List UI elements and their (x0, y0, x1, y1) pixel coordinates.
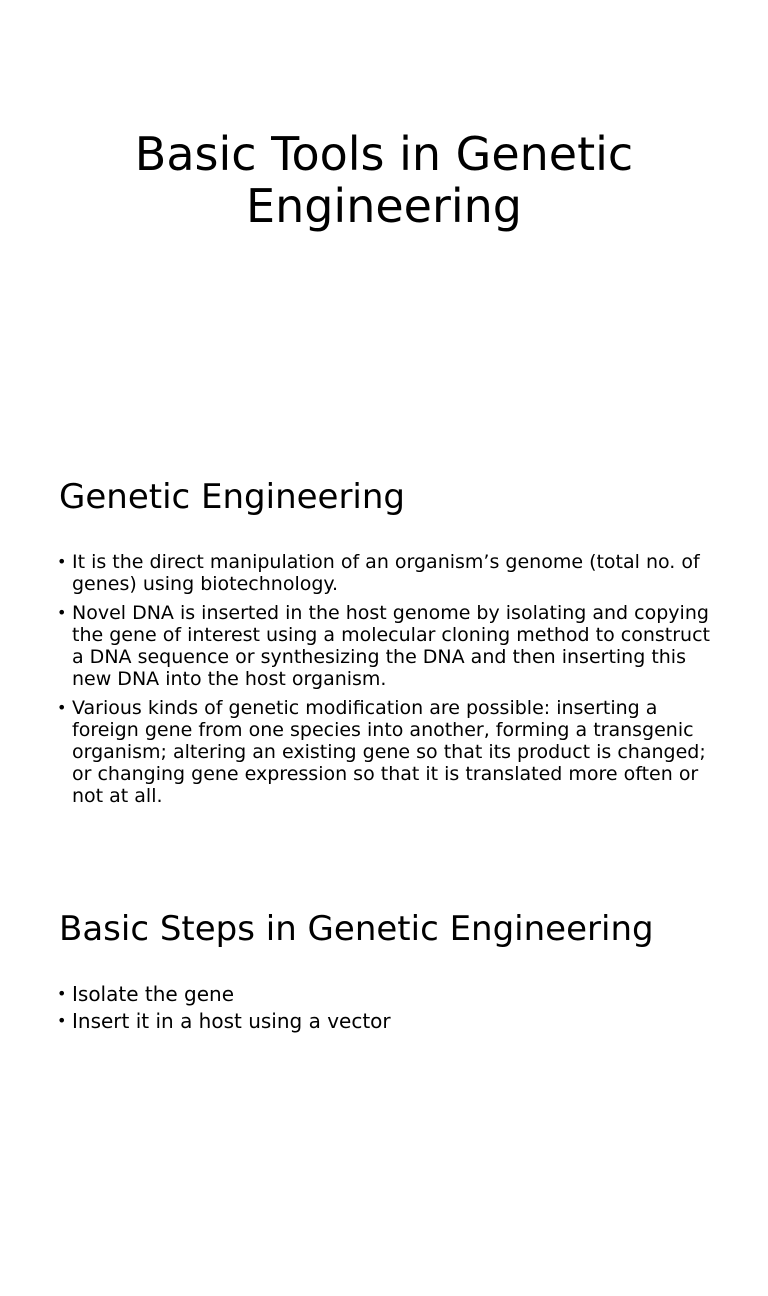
page-title: Basic Tools in Genetic Engineering (134, 127, 634, 233)
list-item (57, 1009, 717, 1033)
list-item (57, 697, 717, 807)
bullet-icon: • (57, 603, 67, 622)
bullet-list (57, 982, 717, 1036)
bullet-text: Insert it in a host using a vector (72, 1009, 391, 1033)
slide-basic-steps (0, 864, 768, 1296)
bullet-text: Various kinds of genetic modification are possible: inserting a foreign gene from one species into another, forming a transgenic organism; altering an existing gene so that its product is changed; or changing gene expression so that it is translated more often or not at all. (72, 697, 706, 807)
bullet-icon: • (57, 698, 67, 717)
bullet-icon: • (57, 552, 67, 571)
bullet-text: Isolate the gene (72, 982, 235, 1006)
list-item (57, 551, 717, 595)
bullet-list (57, 551, 717, 814)
title-slide (0, 0, 768, 432)
bullet-icon: • (57, 1011, 67, 1030)
list-item (57, 982, 717, 1006)
bullet-text: Novel DNA is inserted in the host genome by isolating and copying the gene of interest using a molecular cloning method to construct a DNA sequence or synthesizing the DNA and then inserting this new DNA into the host organism. (72, 602, 710, 690)
bullet-icon: • (57, 984, 67, 1003)
slide-heading: Basic Steps in Genetic Engineering (59, 909, 654, 949)
slide-heading: Genetic Engineering (59, 477, 406, 517)
bullet-text: It is the direct manipulation of an organism’s genome (total no. of genes) using biotechnology. (72, 551, 700, 595)
list-item (57, 602, 717, 690)
slide-genetic-engineering (0, 432, 768, 864)
